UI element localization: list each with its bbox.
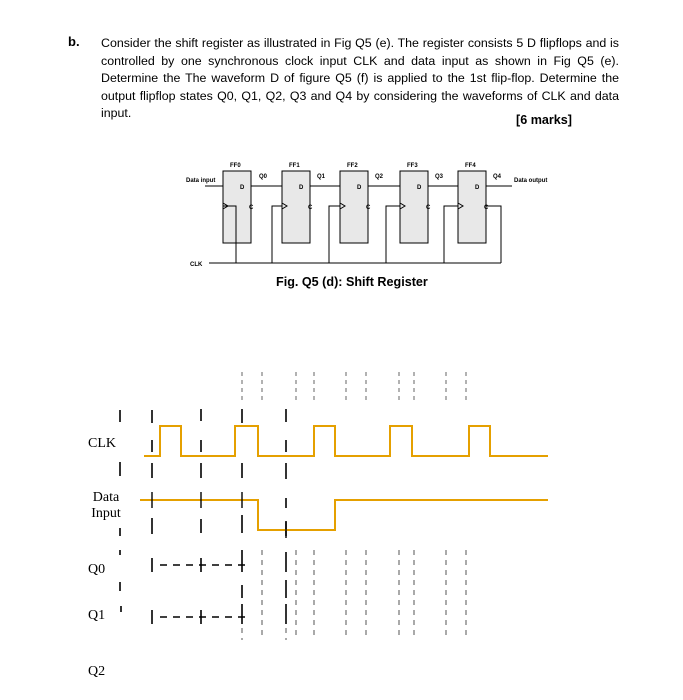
ff3-d-label: D	[417, 185, 422, 191]
timing-ticks-bottom	[242, 550, 466, 640]
horizontal-guides	[160, 565, 245, 617]
clk-waveform	[144, 426, 548, 456]
ff0-label: FF0	[230, 163, 241, 169]
data-input-label-wave: Data Input	[91, 490, 121, 521]
ff1-d-label: D	[299, 185, 304, 191]
ff2-c-label: C	[366, 205, 371, 211]
figure-caption: Fig. Q5 (d): Shift Register	[276, 275, 428, 289]
timing-ticks-top	[242, 372, 466, 402]
ff1-c-label: C	[308, 205, 313, 211]
ff2-label: FF2	[347, 163, 358, 169]
ff4-c-label: C	[484, 205, 489, 211]
question-text: Consider the shift register as illustrated in Fig Q5 (e). The register consists 5 D flipflops and is controlled by one synchronous clock input CLK and data input as shown in Fig Q5 (e). Determine the The waveform D of figure Q5 (f) is applied to the 1st flip-flop. Determine the output flipflop states Q0, Q1, Q2, Q3 and Q4 by considering the waveforms of CLK and data input.	[101, 36, 619, 121]
ff4-label: FF4	[465, 163, 476, 169]
marks-label: [6 marks]	[516, 113, 573, 127]
clk-branch-1	[272, 206, 282, 263]
clk-input-label: CLK	[190, 262, 203, 268]
ff3-c-label: C	[426, 205, 431, 211]
clk-branch-5	[486, 206, 501, 263]
clk-branch-4	[444, 206, 458, 263]
question-number: b.	[68, 34, 80, 49]
q4-label: Q4	[493, 174, 502, 180]
q1-label: Q1	[317, 174, 326, 180]
q2-wave-label: Q2	[88, 664, 106, 679]
ff3-label: FF3	[407, 163, 418, 169]
data-cross-marks	[152, 492, 286, 538]
ff0-d-label: D	[240, 185, 245, 191]
q0-wave-label: Q0	[88, 562, 106, 577]
ff4-d-label: D	[475, 185, 480, 191]
q2-label: Q2	[375, 174, 384, 180]
q0-label: Q0	[259, 174, 268, 180]
clk-branch-3	[386, 206, 400, 263]
ff2-d-label: D	[357, 185, 362, 191]
data-output-label: Data output	[514, 178, 548, 184]
q1-wave-label: Q1	[88, 608, 106, 623]
q3-label: Q3	[435, 174, 444, 180]
timing-marks-left	[120, 409, 286, 624]
ff0-c-label: C	[249, 205, 254, 211]
clk-label: CLK	[88, 436, 116, 451]
clk-branch-2	[329, 206, 340, 263]
ff1-label: FF1	[289, 163, 300, 169]
data-input-label: Data input	[186, 178, 216, 184]
